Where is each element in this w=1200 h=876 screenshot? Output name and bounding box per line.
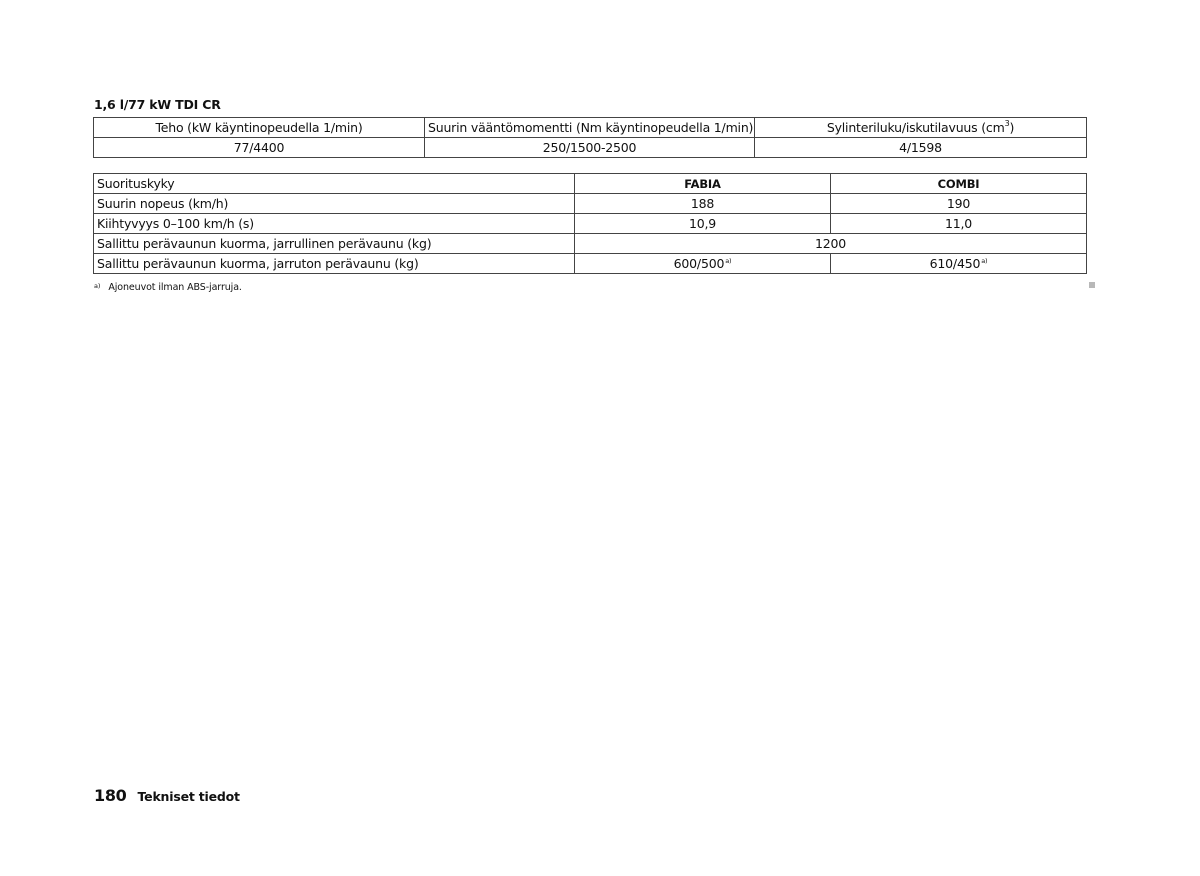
header-combi: COMBI [831, 174, 1087, 194]
header-fabia: FABIA [575, 174, 831, 194]
engine-spec-table [93, 117, 1087, 158]
value-fabia: 188 [575, 194, 831, 214]
value-power: 77/4400 [94, 138, 425, 158]
value-combi: 11,0 [831, 214, 1087, 234]
value-fabia: 10,9 [575, 214, 831, 234]
value-fabia-text: 600/500 [673, 256, 725, 271]
header-power: Teho (kW käyntinopeudella 1/min) [94, 118, 425, 138]
unit-superscript: 3 [1004, 119, 1010, 128]
value-torque: 250/1500-2500 [425, 138, 755, 158]
table-row [94, 138, 1087, 158]
header-cylinders-text: Sylinteriluku/iskutilavuus (cm [826, 120, 1005, 135]
table-row [94, 234, 1087, 254]
table-row [94, 194, 1087, 214]
header-cylinders [755, 118, 1087, 138]
row-label: Suurin nopeus (km/h) [94, 194, 575, 214]
page-footer [94, 786, 240, 805]
footnote-text: Ajoneuvot ilman ABS-jarruja. [108, 282, 242, 293]
section-heading: 1,6 l/77 kW TDI CR [94, 97, 221, 112]
table-row [94, 254, 1087, 274]
performance-table [93, 173, 1087, 274]
footnote-reference: a) [981, 257, 988, 265]
page-number: 180 [94, 786, 127, 805]
section-end-square-icon [1089, 282, 1095, 288]
footnote-reference: a) [725, 257, 732, 265]
value-fabia [575, 254, 831, 274]
value-combi: 190 [831, 194, 1087, 214]
table-header-row [94, 174, 1087, 194]
footnote-mark: a) [94, 282, 101, 290]
header-performance: Suorituskyky [94, 174, 575, 194]
row-label: Kiihtyvyys 0–100 km/h (s) [94, 214, 575, 234]
footnote [94, 282, 242, 293]
value-combi [831, 254, 1087, 274]
header-cylinders-close: ) [1009, 120, 1015, 135]
section-title: Tekniset tiedot [137, 789, 240, 804]
row-label: Sallittu perävaunun kuorma, jarrullinen perävaunu (kg) [94, 234, 575, 254]
table-header-row [94, 118, 1087, 138]
value-shared: 1200 [575, 234, 1087, 254]
value-cylinders: 4/1598 [755, 138, 1087, 158]
value-combi-text: 610/450 [929, 256, 981, 271]
header-torque: Suurin vääntömomentti (Nm käyntinopeudella 1/min) [425, 118, 755, 138]
row-label: Sallittu perävaunun kuorma, jarruton perävaunu (kg) [94, 254, 575, 274]
table-row [94, 214, 1087, 234]
